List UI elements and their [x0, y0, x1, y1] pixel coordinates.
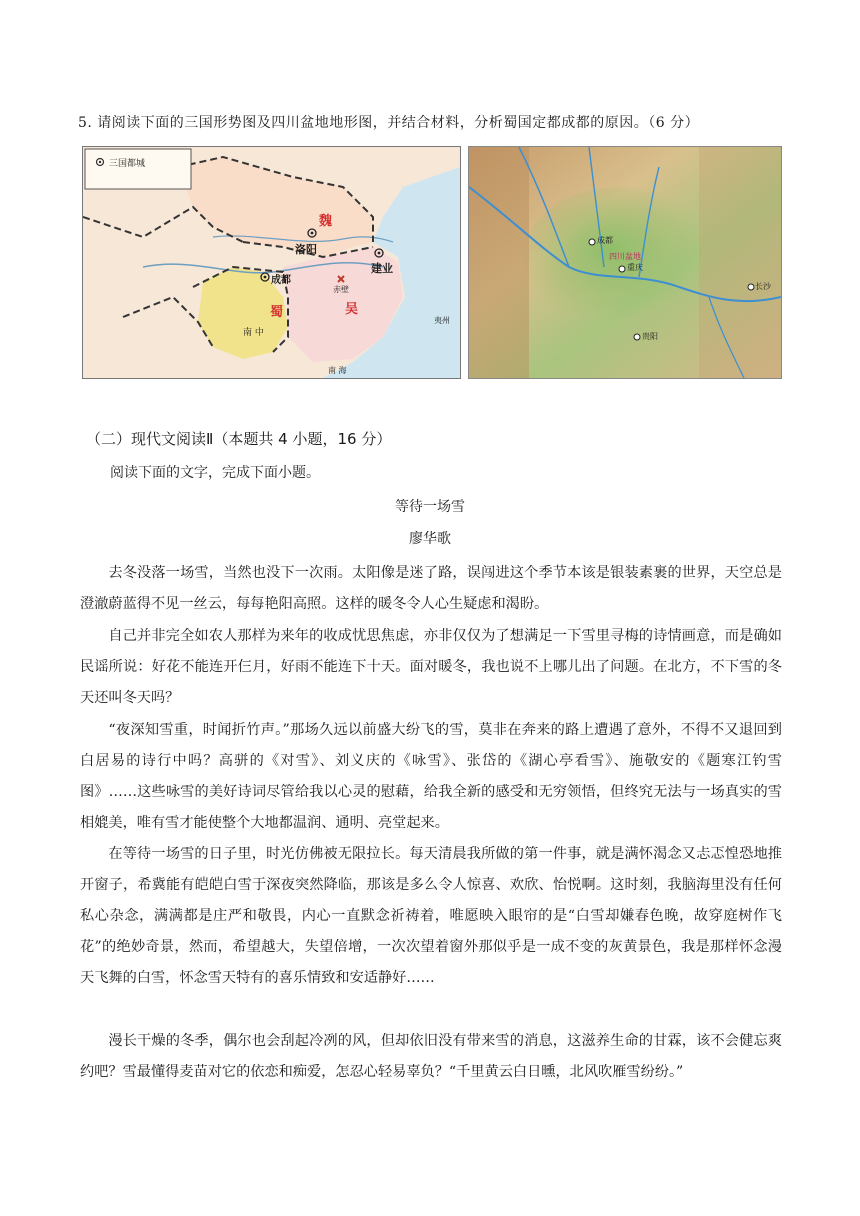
label-luoyang: 洛阳: [295, 243, 317, 256]
label-guiyang: 贵阳: [642, 332, 658, 341]
label-nanzhong: 南 中: [243, 328, 264, 338]
reading-instruction: 阅读下面的文字，完成下面小题。: [110, 465, 320, 481]
legend-label: 三国都城: [109, 159, 146, 169]
label-nanhai: 南 海: [328, 366, 347, 375]
paragraph: 在等待一场雪的日子里，时光仿佛被无限拉长。每天清晨我所做的第一件事，就是满怀渴念又忐忑惶恐地推开窗子，希冀能有皑皑白雪于深夜突然降临，那该是多么令人惊喜、欢欣、怡悦啊。这时刻，我脑海里没有任何私心杂念，满满都是庄严和敬畏，内心一直默念祈祷着，唯愿映入眼帘的是“白雪却嫌春色晚，故穿庭树作飞花”的绝妙奇景，然而，希望越大，失望倍增，一次次望着窗外那似乎是一成不变的灰黄景色，我是那样怀念漫天飞舞的白雪，怀念雪天特有的喜乐情致和安适静好……: [80, 846, 782, 986]
label-sichuan-basin: 四川盆地: [609, 252, 641, 261]
paragraph: 漫长干燥的冬季，偶尔也会刮起冷冽的风，但却依旧没有带来雪的消息，这滋养生命的甘霖，该不会健忘爽约吧？雪最懂得麦苗对它的依恋和痴爱，怎忍心轻易辜负？“千里黄云白日曛，北风吹雁雪纷纷。”: [80, 1033, 782, 1080]
label-shu: 蜀: [270, 305, 284, 320]
label-yizhou: 夷州: [434, 316, 450, 325]
label-chengdu: 成都: [271, 275, 291, 286]
sichuan-basin-relief-map: [468, 146, 782, 379]
label-chongqing: 重庆: [627, 263, 643, 272]
essay-title: 等待一场雪: [395, 499, 465, 515]
question-5: 5. 请阅读下面的三国形势图及四川盆地地形图，并结合材料，分析蜀国定都成都的原因。（6 分）: [78, 115, 700, 131]
essay-author: 廖华歌: [409, 531, 451, 547]
three-kingdoms-map: [82, 146, 461, 379]
label-jianye: 建业: [371, 262, 393, 275]
paragraph: “夜深知雪重，时闻折竹声。”那场久远以前盛大纷飞的雪，莫非在奔来的路上遭遇了意外，不得不又退回到白居易的诗行中吗？高骈的《对雪》、刘义庆的《咏雪》、张岱的《湖心亭看雪》、施敬安的《题寒江钓雪图》……这些咏雪的美好诗词尽管给我以心灵的慰藉，给我全新的感受和无穷领悟，但终究无法与一场真实的雪相媲美，唯有雪才能使整个大地都温润、通明、亮堂起来。: [80, 722, 782, 831]
label-wei: 魏: [319, 214, 333, 229]
paragraph: 去冬没落一场雪，当然也没下一次雨。太阳像是迷了路，误闯进这个季节本该是银装素裹的世界，天空总是澄澈蔚蓝得不见一丝云，每每艳阳高照。这样的暖冬令人心生疑虑和渴盼。: [80, 565, 782, 612]
label-changsha: 长沙: [755, 282, 771, 291]
section-header: （二）现代文阅读Ⅱ（本题共 4 小题，16 分）: [86, 430, 392, 448]
label-chengdu-relief: 成都: [597, 236, 613, 245]
label-chibi: 赤壁: [333, 285, 349, 294]
paragraph: 自己并非完全如农人那样为来年的收成忧思焦虑，亦非仅仅为了想满足一下雪里寻梅的诗情画意，而是确如民谣所说：好花不能连开仨月，好雨不能连下十天。面对暖冬，我也说不上哪儿出了问题。在北方，不下雪的冬天还叫冬天吗？: [80, 628, 782, 706]
label-wu: 吴: [345, 302, 359, 317]
